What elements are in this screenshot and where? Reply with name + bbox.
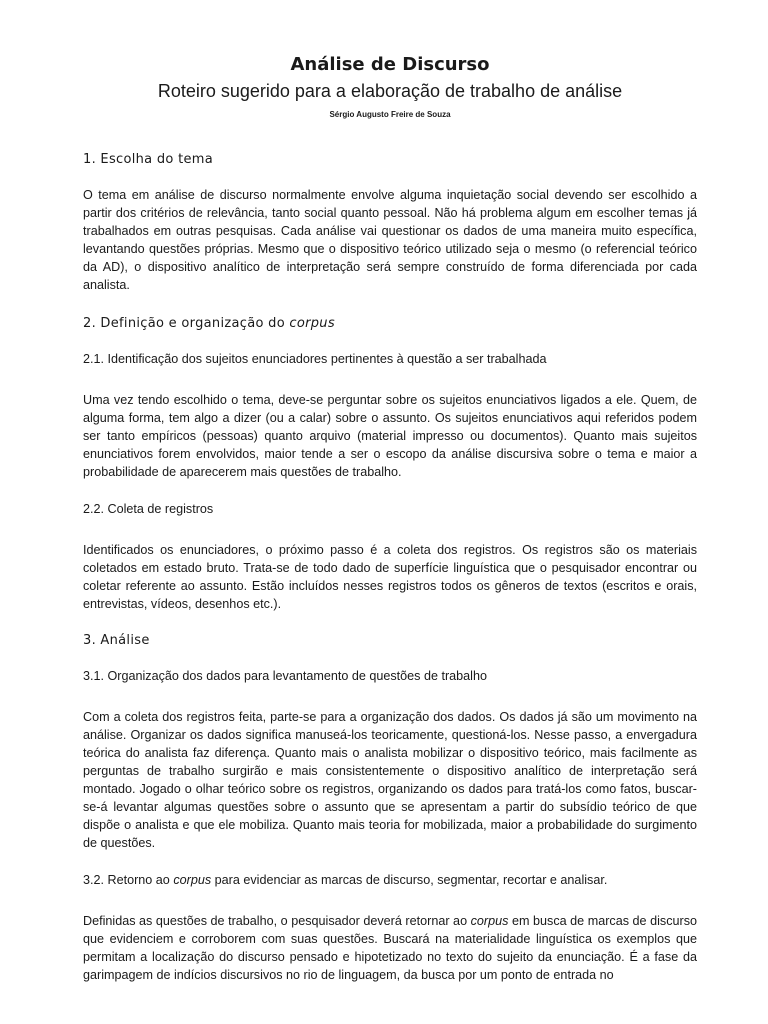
section-2-heading-corpus: corpus bbox=[289, 316, 335, 331]
subsection-3-2-title-pre: 3.2. Retorno ao bbox=[83, 873, 174, 887]
document-title: Análise de Discurso bbox=[290, 54, 490, 75]
subsection-3-1-paragraph: Com a coleta dos registros feita, parte-se para a organização dos dados. Os dados já são um movimento na análise. Organizar os dados significa manuseá-los teoricamente, questioná-los. Nesse passo, a envergadura teórica do analista faz diferença. Quanto mais o analista mobilizar o dispositivo teórico, mais facilmente as perguntas de trabalho surgirão e mais consistentemente o dispositivo analítico de interpretação será montado. Jogado o olhar teórico sobre os registros, organizando os dados para tratá-los como fatos, buscar-se-á levantar algumas questões sobre o assunto que se apresentam a partir do subsídio teórico de que dispõe o analista e que ele mobiliza. Quanto mais teoria for mobilizada, maior a probabilidade do surgimento de questões. bbox=[83, 710, 697, 850]
subsection-3-2-paragraph bbox=[83, 912, 697, 984]
section-2-heading bbox=[83, 316, 697, 331]
section-1-heading: 1. Escolha do tema bbox=[83, 152, 214, 167]
subsection-3-2-paragraph-corpus: corpus bbox=[470, 914, 509, 928]
subsection-2-2-paragraph: Identificados os enunciadores, o próximo passo é a coleta dos registros. Os registros são os materiais coletados em estado bruto. Trata-se de todo dado de superfície linguística que o pesquisador encontrar ou coletar referente ao assunto. Estão incluídos nesses registros todos os gêneros de textos (escritos e orais, entrevistas, vídeos, desenhos etc.). bbox=[83, 543, 697, 611]
section-1-paragraph: O tema em análise de discurso normalmente envolve alguma inquietação social devendo ser escolhido a partir dos critérios de relevância, tanto social quanto pessoal. Não há problema algum em escolher temas já trabalhados em outras pesquisas. Cada análise vai questionar os dados de uma maneira muito específica, levantando questões próprias. Mesmo que o dispositivo teórico utilizado seja o mesmo (o referencial teórico da AD), o dispositivo analítico de interpretação será sempre construído de forma diferenciada por cada analista. bbox=[83, 188, 697, 292]
subsection-3-2-paragraph-post: em busca de marcas de discurso que evidenciem e corroborem com suas questões. Buscará na materialidade linguística os exemplos que permitam a localização do discurso pensado e hipotetizado no texto do sujeito da enunciação. É a fase da garimpagem de indícios discursivos no rio de linguagem, da busca por um ponto de entrada no bbox=[83, 914, 698, 982]
subsection-2-1-title: 2.1. Identificação dos sujeitos enunciadores pertinentes à questão a ser trabalhada bbox=[83, 352, 547, 366]
section-3-heading: 3. Análise bbox=[83, 633, 150, 648]
section-2-heading-text: 2. Definição e organização do bbox=[83, 316, 290, 331]
subsection-3-2-paragraph-pre: Definidas as questões de trabalho, o pesquisador deverá retornar ao bbox=[83, 914, 471, 928]
document-subtitle: Roteiro sugerido para a elaboração de trabalho de análise bbox=[157, 81, 623, 101]
subsection-3-2-title-corpus: corpus bbox=[173, 873, 212, 887]
subsection-2-2-title: 2.2. Coleta de registros bbox=[83, 502, 214, 516]
subsection-3-2-title bbox=[83, 871, 697, 889]
subsection-3-2-title-post: para evidenciar as marcas de discurso, segmentar, recortar e analisar. bbox=[211, 873, 608, 887]
subsection-2-1-paragraph: Uma vez tendo escolhido o tema, deve-se perguntar sobre os sujeitos enunciativos ligados a ele. Quem, de alguma forma, tem algo a dizer (ou a calar) sobre o assunto. Os sujeitos enunciativos aqui referidos podem ser tanto empíricos (pessoas) quanto arquivo (material impresso ou documentos). Quanto mais sujeitos enunciativos forem envolvidos, maior tende a ser o escopo da análise discursiva sobre o tema e maior a probabilidade de aparecerem mais questões de trabalho. bbox=[83, 393, 697, 479]
subsection-3-1-title: 3.1. Organização dos dados para levantamento de questões de trabalho bbox=[83, 669, 487, 683]
document-page bbox=[83, 48, 697, 984]
document-author: Sérgio Augusto Freire de Souza bbox=[329, 110, 451, 119]
